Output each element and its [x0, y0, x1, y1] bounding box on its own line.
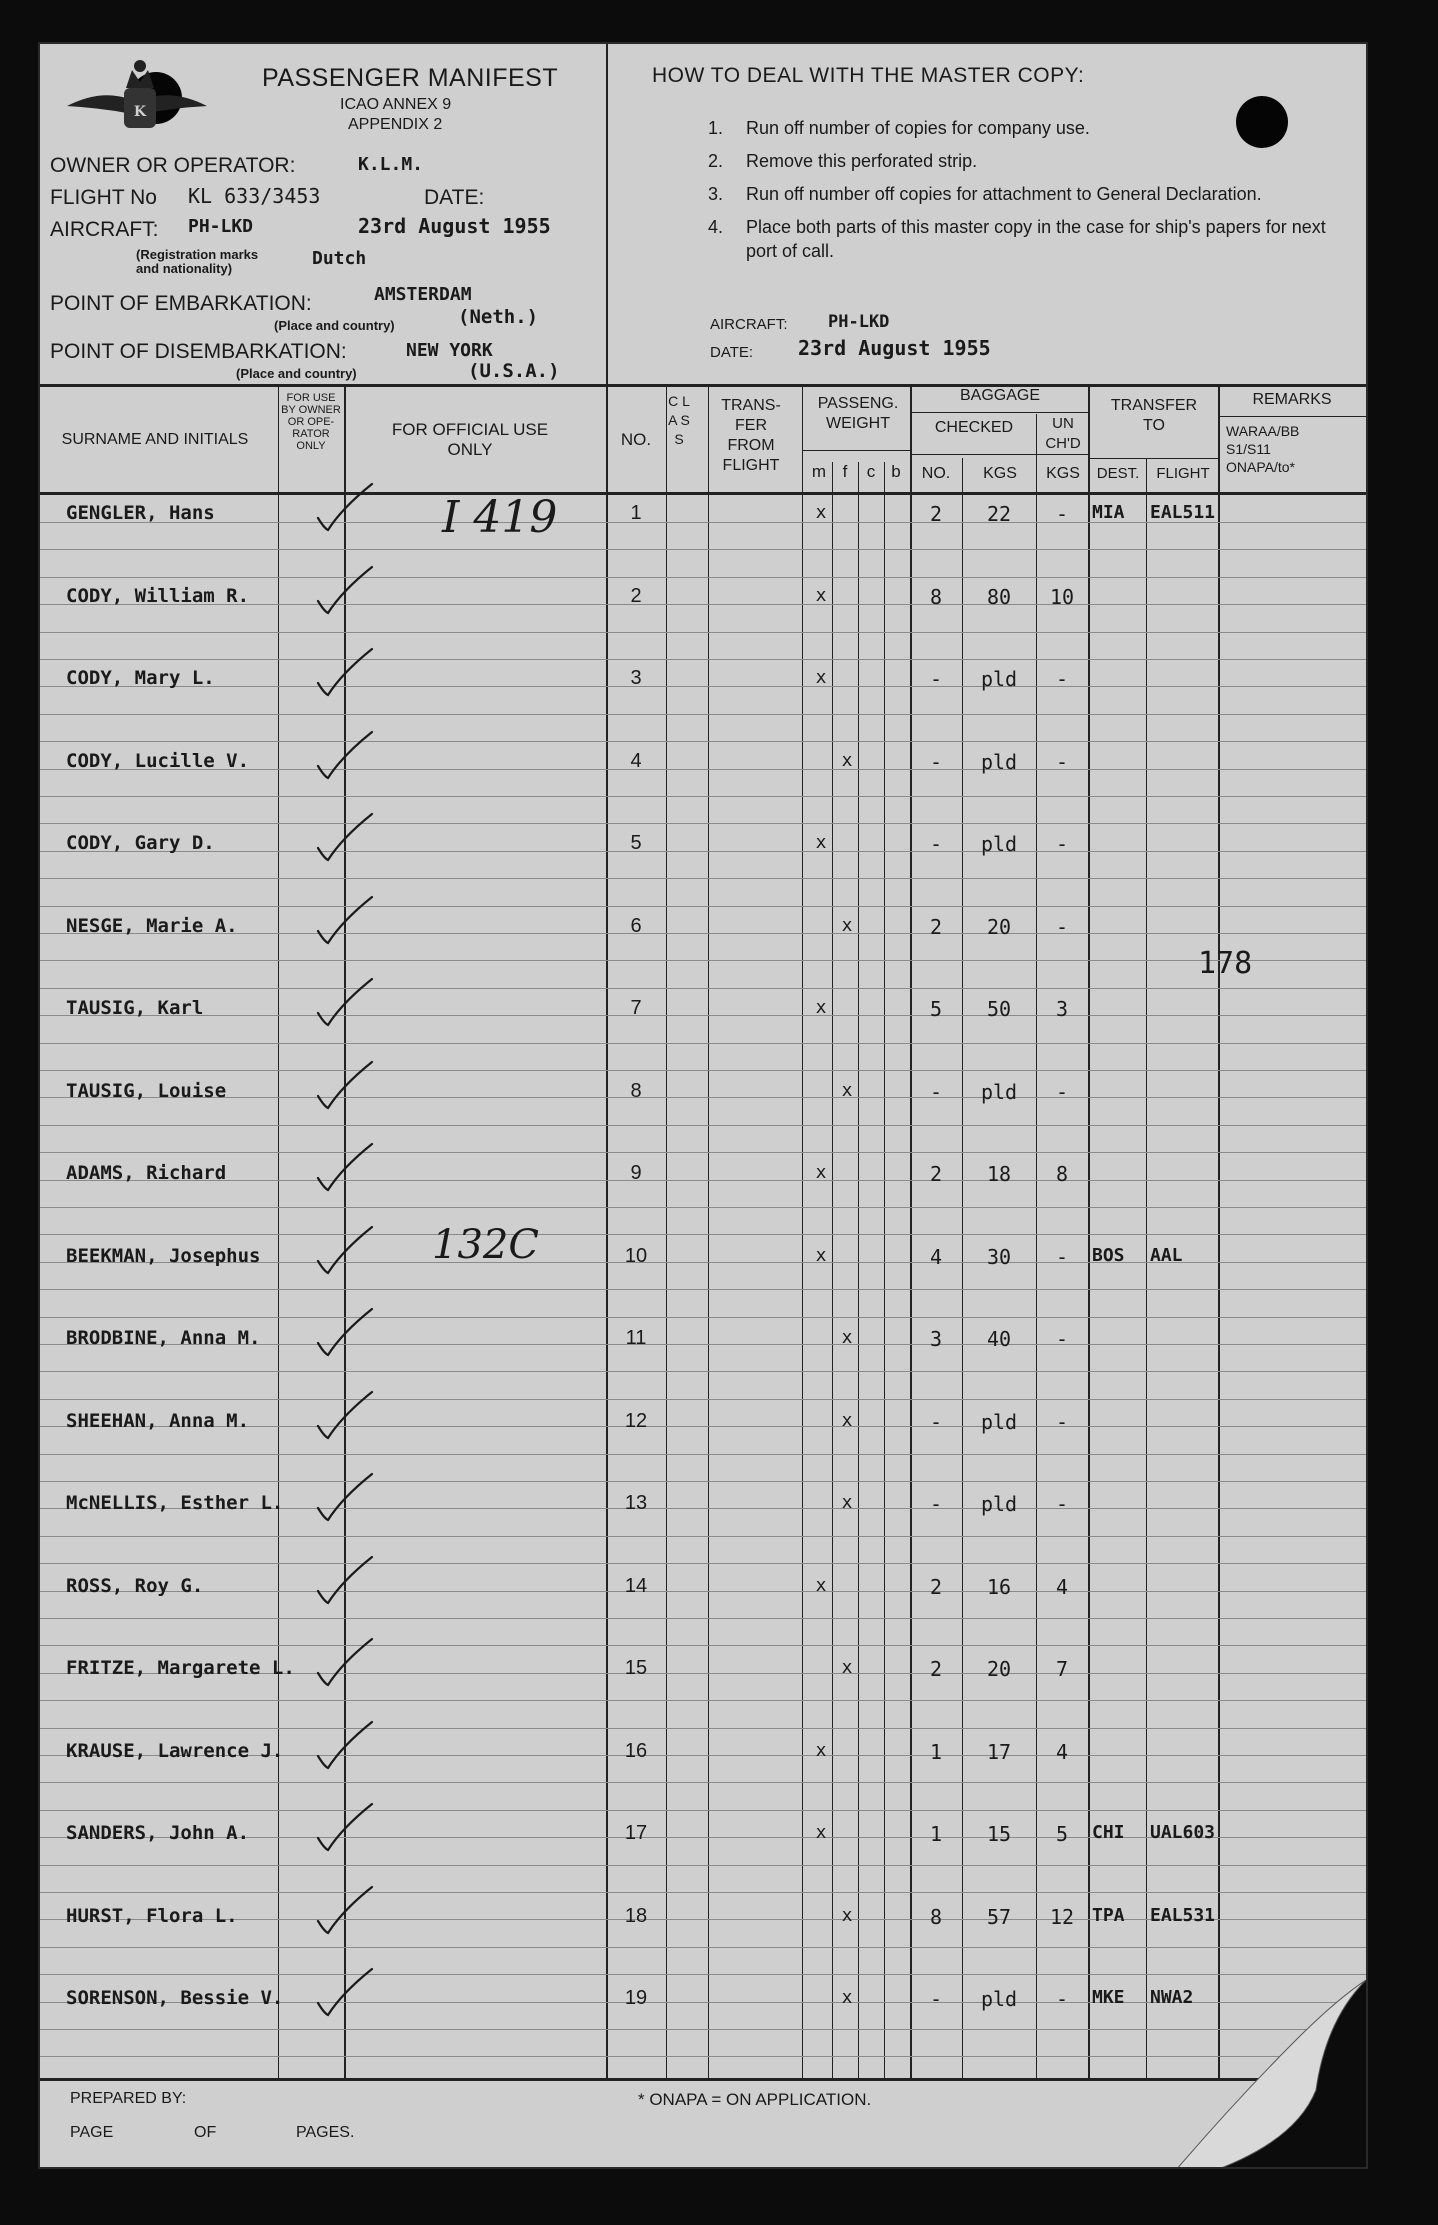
aircraft-value: PH-LKD [188, 216, 254, 237]
passenger-weight-mark: x [815, 1162, 827, 1183]
passenger-name: NESGE, Marie A. [66, 914, 238, 937]
baggage-unchd: 12 [1049, 1904, 1075, 1929]
ruled-line [40, 1070, 1366, 1071]
master-copy-step [708, 182, 1348, 206]
passenger-weight-mark: x [841, 914, 853, 936]
passenger-weight-mark: x [815, 502, 827, 523]
baggage-unchd: 8 [1055, 1162, 1069, 1186]
ruled-line [40, 1234, 1366, 1235]
header-sub-rule [1218, 416, 1366, 417]
manifest-page [38, 42, 1368, 2169]
right-date-label: DATE: [710, 344, 754, 361]
passenger-name: FRITZE, Margarete L. [66, 1657, 295, 1679]
baggage-kgs: 22 [986, 502, 1012, 526]
ruled-line [40, 1289, 1366, 1290]
baggage-no: - [929, 1987, 943, 2011]
passenger-no: 13 [624, 1492, 648, 1514]
transfer-dest: CHI [1092, 1822, 1125, 1843]
baggage-kgs: 20 [986, 1657, 1012, 1681]
column-rule [1088, 384, 1090, 2078]
owner-value: K.L.M. [358, 154, 424, 175]
klm-logo-icon [62, 48, 212, 148]
passenger-no: 8 [630, 1079, 642, 1102]
column-rule [832, 462, 833, 2078]
baggage-kgs: pld [980, 1987, 1018, 2011]
header-baggage: BAGGAGE [959, 387, 1041, 404]
ruled-line [40, 1317, 1366, 1318]
ruled-line [40, 988, 1366, 989]
passenger-no: 1 [630, 502, 642, 524]
passenger-no: 15 [624, 1657, 648, 1679]
ruled-line [40, 549, 1366, 550]
flight-value: KL 633/3453 [188, 184, 321, 208]
right-aircraft-label: AIRCRAFT: [710, 316, 788, 333]
baggage-kgs: pld [980, 1409, 1018, 1434]
header-f: f [842, 462, 848, 481]
baggage-unchd: - [1055, 832, 1069, 856]
baggage-no: - [929, 1492, 943, 1516]
baggage-kgs: 16 [986, 1574, 1012, 1599]
appendix-label: APPENDIX 2 [348, 116, 443, 133]
passenger-name: BRODBINE, Anna M. [66, 1327, 261, 1349]
step-text: Remove this perforated strip. [746, 151, 978, 171]
annex-label: ICAO ANNEX 9 [340, 96, 452, 113]
table-header-rule [40, 492, 1366, 495]
ruled-line [40, 1152, 1366, 1153]
passenger-no: 19 [624, 1987, 648, 2009]
master-copy-step [708, 215, 1348, 263]
baggage-no: 1 [929, 1822, 943, 1846]
passenger-name: BEEKMAN, Josephus [66, 1244, 261, 1267]
embarkation-place-note: (Place and country) [274, 318, 395, 333]
ruled-line [40, 577, 1366, 578]
header-no: NO. [620, 430, 652, 449]
baggage-no: 1 [929, 1739, 943, 1764]
baggage-kgs: pld [980, 832, 1018, 856]
baggage-unchd: 7 [1055, 1657, 1069, 1681]
footer-onapa-note: * ONAPA = ON APPLICATION. [638, 2090, 872, 2109]
passenger-name: McNELLIS, Esther L. [66, 1492, 284, 1514]
baggage-kgs: 20 [986, 914, 1012, 939]
registration-note: (Registration marks and nationality) [136, 247, 259, 276]
ruled-line [40, 741, 1366, 742]
header-passeng-weight: PASSENG. WEIGHT [817, 395, 899, 432]
baggage-no: 8 [929, 1904, 943, 1929]
passenger-weight-mark: x [841, 1904, 853, 1926]
passenger-name: HURST, Flora L. [66, 1904, 238, 1927]
baggage-unchd: - [1055, 1987, 1069, 2011]
ruled-line [40, 960, 1366, 961]
baggage-kgs: pld [980, 1079, 1018, 1104]
baggage-no: 3 [929, 1327, 943, 1351]
date-value: 23rd August 1955 [358, 214, 551, 238]
owner-label: OWNER OR OPERATOR: [50, 154, 296, 177]
check-mark-icon [312, 1468, 392, 1528]
passenger-weight-mark: x [841, 749, 853, 771]
baggage-unchd: - [1055, 502, 1069, 526]
ruled-line [40, 1974, 1366, 1975]
ruled-line [40, 1399, 1366, 1400]
baggage-no: 2 [929, 914, 943, 939]
header-transfer-to: TRANSFER TO [1110, 397, 1198, 434]
column-rule [1146, 458, 1147, 2078]
ruled-line [40, 1207, 1366, 1208]
ruled-line [40, 2029, 1366, 2030]
folded-corner [1176, 1980, 1366, 2169]
baggage-no: 2 [929, 1657, 943, 1681]
check-mark-icon [312, 561, 392, 621]
embarkation-country: (Neth.) [458, 306, 539, 328]
passenger-name: CODY, Lucille V. [66, 749, 250, 772]
header-bag-no: NO. [921, 465, 951, 482]
ruled-line [40, 1371, 1366, 1372]
header-sub-rule [802, 450, 910, 451]
baggage-kgs: 50 [986, 997, 1012, 1021]
ruled-line [40, 2056, 1366, 2057]
check-mark-icon [312, 478, 392, 538]
check-mark-icon [312, 973, 392, 1033]
baggage-unchd: - [1055, 1327, 1069, 1351]
handwritten-official-1: I 419 [442, 492, 558, 543]
passenger-weight-mark: x [841, 1327, 853, 1348]
passenger-no: 14 [624, 1574, 648, 1597]
passenger-weight-mark: x [815, 1574, 827, 1596]
column-rule [708, 384, 709, 2078]
baggage-unchd: 3 [1055, 997, 1069, 1021]
baggage-kgs: pld [980, 667, 1018, 691]
passenger-name: SHEEHAN, Anna M. [66, 1409, 250, 1432]
transfer-dest: TPA [1092, 1904, 1125, 1926]
handwritten-side-number: 178 [1198, 946, 1253, 981]
passenger-weight-mark: x [815, 667, 827, 688]
transfer-dest: MKE [1092, 1987, 1125, 2008]
check-mark-icon [312, 1633, 392, 1693]
passenger-name: ADAMS, Richard [66, 1162, 227, 1184]
ruled-line [40, 1865, 1366, 1866]
passenger-no: 4 [630, 749, 642, 772]
transfer-flight: UAL603 [1150, 1822, 1216, 1843]
passenger-weight-mark: x [841, 1492, 853, 1513]
passenger-no: 16 [624, 1739, 648, 1762]
baggage-no: - [929, 749, 943, 774]
master-copy-step [708, 116, 1348, 140]
column-rule [802, 384, 803, 2078]
baggage-kgs: 17 [986, 1739, 1012, 1764]
passenger-name: KRAUSE, Lawrence J. [66, 1739, 284, 1762]
baggage-unchd: - [1055, 1079, 1069, 1104]
transfer-flight: EAL511 [1150, 502, 1216, 523]
step-text: Run off number of copies for company use. [746, 118, 1090, 138]
baggage-kgs: 15 [986, 1822, 1012, 1846]
master-copy-title: HOW TO DEAL WITH THE MASTER COPY: [652, 64, 1085, 87]
baggage-unchd: - [1055, 1244, 1069, 1269]
ruled-line [40, 1563, 1366, 1564]
step-text: Place both parts of this master copy in the case for ship's papers for next port of call. [746, 217, 1326, 261]
passenger-no: 17 [624, 1822, 648, 1844]
footer-rule [40, 2078, 1366, 2081]
baggage-unchd: 5 [1055, 1822, 1069, 1846]
passenger-name: CODY, William R. [66, 584, 250, 607]
ruled-line [40, 906, 1366, 907]
baggage-kgs: 30 [986, 1244, 1012, 1269]
header-transfer-from: TRANS-FER FROM FLIGHT [721, 397, 781, 474]
footer-page: PAGE [70, 2124, 114, 2141]
ruled-line [40, 1728, 1366, 1729]
ruled-line [40, 632, 1366, 633]
header-sub-rule [910, 454, 1088, 455]
baggage-unchd: - [1055, 1409, 1069, 1434]
ruled-line [40, 1947, 1366, 1948]
handwritten-official-10: 132C [432, 1222, 539, 1268]
check-mark-icon [312, 1221, 392, 1281]
check-mark-icon [312, 1138, 392, 1198]
ruled-line [40, 1481, 1366, 1482]
embarkation-label: POINT OF EMBARKATION: [50, 292, 312, 315]
check-mark-icon [312, 1963, 392, 2023]
column-rule [666, 384, 667, 2078]
ruled-line [40, 1810, 1366, 1811]
check-mark-icon [312, 1716, 392, 1776]
baggage-unchd: 10 [1049, 584, 1075, 609]
passenger-no: 10 [624, 1244, 648, 1267]
header-remarks: REMARKS [1252, 391, 1332, 408]
baggage-no: 2 [929, 1162, 943, 1186]
header-for-use: FOR USE BY OWNER OR OPE-RATOR ONLY [281, 392, 341, 452]
column-rule [884, 462, 885, 2078]
passenger-weight-mark: x [815, 1822, 827, 1843]
passenger-no: 18 [624, 1904, 648, 1927]
column-rule [858, 462, 859, 2078]
ruled-line [40, 659, 1366, 660]
header-kgs: KGS [983, 465, 1017, 482]
flight-label: FLIGHT No [50, 186, 157, 209]
check-mark-icon [312, 643, 392, 703]
ruled-line [40, 1618, 1366, 1619]
ruled-line [40, 1892, 1366, 1893]
ruled-line [40, 714, 1366, 715]
passenger-name: TAUSIG, Louise [66, 1079, 227, 1102]
passenger-no: 12 [624, 1409, 648, 1432]
transfer-dest: MIA [1092, 502, 1125, 523]
baggage-no: 5 [929, 997, 943, 1021]
step-text: Run off number off copies for attachment to General Declaration. [746, 184, 1262, 204]
table-top-rule [40, 384, 1366, 387]
check-mark-icon [312, 1881, 392, 1941]
baggage-no: 8 [929, 584, 943, 609]
header-surname: SURNAME AND INITIALS [61, 431, 249, 448]
check-mark-icon [312, 726, 392, 786]
ruled-line [40, 878, 1366, 879]
ruled-line [40, 1454, 1366, 1455]
transfer-flight: EAL531 [1150, 1904, 1216, 1926]
baggage-unchd: - [1055, 1492, 1069, 1516]
baggage-unchd: 4 [1055, 1574, 1069, 1599]
step-number: 2. [708, 151, 724, 171]
baggage-unchd: 4 [1055, 1739, 1069, 1764]
disembarkation-country: (U.S.A.) [468, 360, 560, 382]
header-divider [606, 44, 608, 384]
ruled-line [40, 1700, 1366, 1701]
baggage-no: - [929, 1409, 943, 1434]
master-copy-steps [708, 116, 1348, 263]
header-dest: DEST. [1096, 465, 1140, 482]
baggage-unchd: - [1055, 914, 1069, 939]
passenger-weight-mark: x [815, 1739, 827, 1761]
master-copy-step [708, 149, 1348, 173]
passenger-name: ROSS, Roy G. [66, 1574, 204, 1597]
header-sub-rule [1088, 458, 1218, 459]
baggage-no: 2 [929, 502, 943, 526]
nationality-value: Dutch [312, 248, 367, 269]
ruled-line [40, 1125, 1366, 1126]
passenger-no: 7 [630, 997, 642, 1019]
header-m: m [811, 462, 827, 481]
step-number: 1. [708, 118, 724, 138]
passenger-no: 11 [625, 1327, 647, 1349]
passenger-name: SANDERS, John A. [66, 1822, 250, 1844]
ruled-line [40, 823, 1366, 824]
disembarkation-place-note: (Place and country) [236, 366, 357, 381]
baggage-no: - [929, 832, 943, 856]
ruled-line [40, 1645, 1366, 1646]
passenger-weight-mark: x [841, 1987, 853, 2008]
header-class: C L A S S [668, 393, 690, 447]
footer-prepared-by: PREPARED BY: [70, 2090, 187, 2107]
passenger-name: CODY, Mary L. [66, 667, 215, 689]
embarkation-value: AMSTERDAM [374, 284, 472, 305]
step-number: 4. [708, 217, 724, 237]
ruled-line [40, 1536, 1366, 1537]
manifest-title: PASSENGER MANIFEST [262, 64, 559, 92]
passenger-weight-mark: x [815, 997, 827, 1018]
right-aircraft-value: PH-LKD [828, 312, 890, 332]
header-checked: CHECKED [934, 419, 1014, 436]
passenger-no: 9 [630, 1162, 642, 1184]
passenger-no: 3 [630, 667, 642, 689]
passenger-weight-mark: x [815, 1244, 827, 1266]
header-unchd: UN CH'D [1045, 415, 1081, 452]
baggage-kgs: pld [980, 1492, 1018, 1516]
right-date-value: 23rd August 1955 [798, 336, 991, 360]
check-mark-icon [312, 808, 392, 868]
baggage-unchd: - [1055, 667, 1069, 691]
passenger-name: SORENSON, Bessie V. [66, 1987, 284, 2009]
passenger-weight-mark: x [815, 832, 827, 853]
aircraft-label: AIRCRAFT: [50, 218, 159, 241]
transfer-flight: NWA2 [1150, 1987, 1194, 2008]
baggage-kgs: 57 [986, 1904, 1012, 1929]
ruled-line [40, 796, 1366, 797]
header-c: c [866, 462, 876, 481]
passenger-weight-mark: x [841, 1657, 853, 1678]
passenger-no: 5 [630, 832, 642, 854]
svg-text:K: K [133, 104, 147, 120]
header-official: FOR OFFICIAL USE ONLY [391, 420, 549, 459]
baggage-no: - [929, 1079, 943, 1104]
transfer-flight: AAL [1150, 1244, 1183, 1266]
baggage-kgs: 18 [986, 1162, 1012, 1186]
baggage-kgs: 40 [986, 1327, 1012, 1351]
passenger-weight-mark: x [815, 584, 827, 606]
check-mark-icon [312, 1551, 392, 1611]
header-flight: FLIGHT [1156, 465, 1210, 482]
disembarkation-value: NEW YORK [406, 340, 493, 361]
baggage-unchd: - [1055, 749, 1069, 774]
baggage-no: 4 [929, 1244, 943, 1269]
date-label: DATE: [424, 186, 485, 209]
disembarkation-label: POINT OF DISEMBARKATION: [50, 340, 347, 363]
passenger-weight-mark: x [841, 1409, 853, 1431]
header-kgs-unchd: KGS [1046, 465, 1080, 482]
check-mark-icon [312, 1386, 392, 1446]
baggage-no: - [929, 667, 943, 691]
footer-of: OF [194, 2124, 217, 2141]
step-number: 3. [708, 184, 724, 204]
passenger-no: 6 [630, 914, 642, 937]
check-mark-icon [312, 1798, 392, 1858]
passenger-name: TAUSIG, Karl [66, 997, 204, 1019]
passenger-name: CODY, Gary D. [66, 832, 215, 854]
check-mark-icon [312, 1303, 392, 1363]
passenger-name: GENGLER, Hans [66, 502, 215, 524]
header-sub-rule [910, 412, 1088, 413]
transfer-dest: BOS [1092, 1244, 1125, 1266]
passenger-no: 2 [630, 584, 642, 607]
footer-pages: PAGES. [296, 2124, 355, 2141]
check-mark-icon [312, 891, 392, 951]
header-remarks-sub: WARAA/BB S1/S11 ONAPA/to* [1226, 423, 1300, 475]
baggage-kgs: pld [980, 749, 1018, 774]
header-b: b [891, 462, 901, 481]
check-mark-icon [312, 1056, 392, 1116]
baggage-no: 2 [929, 1574, 943, 1599]
passenger-weight-mark: x [841, 1079, 853, 1101]
baggage-kgs: 80 [986, 584, 1012, 609]
ruled-line [40, 1782, 1366, 1783]
ruled-line [40, 1043, 1366, 1044]
